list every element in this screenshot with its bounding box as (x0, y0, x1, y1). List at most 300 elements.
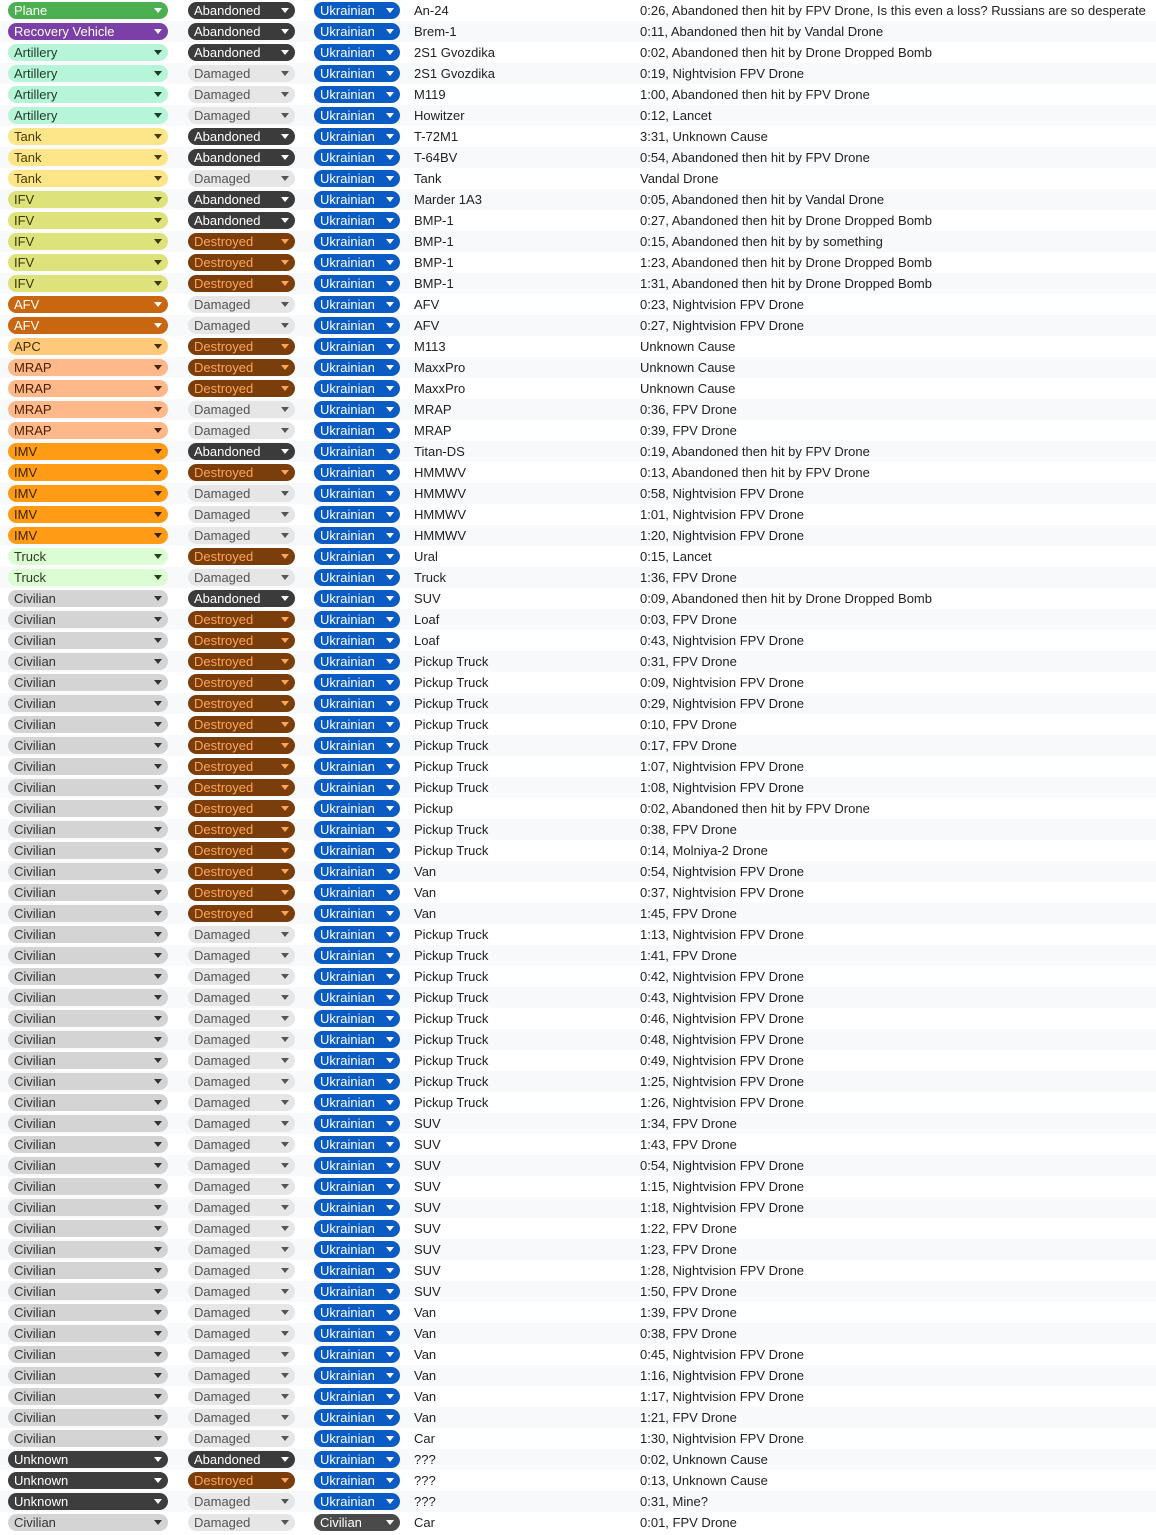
dropdown-arrow-icon[interactable] (386, 911, 394, 916)
category-dropdown[interactable] (8, 905, 168, 922)
category-dropdown[interactable] (8, 1325, 168, 1342)
dropdown-arrow-icon[interactable] (281, 1352, 289, 1357)
dropdown-arrow-icon[interactable] (154, 155, 162, 160)
status-dropdown[interactable] (188, 506, 295, 523)
dropdown-arrow-icon[interactable] (154, 827, 162, 832)
dropdown-arrow-icon[interactable] (386, 1352, 394, 1357)
category-dropdown[interactable] (8, 254, 168, 271)
dropdown-arrow-icon[interactable] (281, 176, 289, 181)
status-dropdown[interactable] (188, 1094, 295, 1111)
dropdown-arrow-icon[interactable] (154, 1163, 162, 1168)
dropdown-arrow-icon[interactable] (281, 71, 289, 76)
dropdown-arrow-icon[interactable] (281, 638, 289, 643)
status-dropdown[interactable] (188, 611, 295, 628)
status-dropdown[interactable] (188, 905, 295, 922)
dropdown-arrow-icon[interactable] (386, 995, 394, 1000)
dropdown-arrow-icon[interactable] (281, 197, 289, 202)
dropdown-arrow-icon[interactable] (386, 785, 394, 790)
category-dropdown[interactable] (8, 128, 168, 145)
category-dropdown[interactable] (8, 947, 168, 964)
status-dropdown[interactable] (188, 926, 295, 943)
category-dropdown[interactable] (8, 506, 168, 523)
status-dropdown[interactable] (188, 842, 295, 859)
category-dropdown[interactable] (8, 107, 168, 124)
dropdown-arrow-icon[interactable] (154, 974, 162, 979)
dropdown-arrow-icon[interactable] (281, 386, 289, 391)
dropdown-arrow-icon[interactable] (386, 386, 394, 391)
status-dropdown[interactable] (188, 1073, 295, 1090)
dropdown-arrow-icon[interactable] (154, 617, 162, 622)
category-dropdown[interactable] (8, 149, 168, 166)
dropdown-arrow-icon[interactable] (154, 1247, 162, 1252)
category-dropdown[interactable] (8, 1220, 168, 1237)
status-dropdown[interactable] (188, 1283, 295, 1300)
status-dropdown[interactable] (188, 1346, 295, 1363)
dropdown-arrow-icon[interactable] (386, 1394, 394, 1399)
dropdown-arrow-icon[interactable] (154, 1100, 162, 1105)
dropdown-arrow-icon[interactable] (154, 134, 162, 139)
side-dropdown[interactable] (314, 275, 400, 292)
status-dropdown[interactable] (188, 107, 295, 124)
side-dropdown[interactable] (314, 380, 400, 397)
dropdown-arrow-icon[interactable] (281, 617, 289, 622)
category-dropdown[interactable] (8, 1262, 168, 1279)
dropdown-arrow-icon[interactable] (281, 890, 289, 895)
category-dropdown[interactable] (8, 2, 168, 19)
side-dropdown[interactable] (314, 1115, 400, 1132)
dropdown-arrow-icon[interactable] (386, 1079, 394, 1084)
status-dropdown[interactable] (188, 338, 295, 355)
category-dropdown[interactable] (8, 443, 168, 460)
side-dropdown[interactable] (314, 464, 400, 481)
category-dropdown[interactable] (8, 1031, 168, 1048)
dropdown-arrow-icon[interactable] (386, 701, 394, 706)
dropdown-arrow-icon[interactable] (281, 785, 289, 790)
dropdown-arrow-icon[interactable] (386, 428, 394, 433)
status-dropdown[interactable] (188, 1178, 295, 1195)
status-dropdown[interactable] (188, 191, 295, 208)
category-dropdown[interactable] (8, 485, 168, 502)
status-dropdown[interactable] (188, 296, 295, 313)
dropdown-arrow-icon[interactable] (281, 953, 289, 958)
dropdown-arrow-icon[interactable] (281, 1142, 289, 1147)
category-dropdown[interactable] (8, 737, 168, 754)
status-dropdown[interactable] (188, 947, 295, 964)
dropdown-arrow-icon[interactable] (386, 848, 394, 853)
dropdown-arrow-icon[interactable] (154, 1226, 162, 1231)
dropdown-arrow-icon[interactable] (154, 764, 162, 769)
status-dropdown[interactable] (188, 2, 295, 19)
dropdown-arrow-icon[interactable] (154, 911, 162, 916)
status-dropdown[interactable] (188, 401, 295, 418)
side-dropdown[interactable] (314, 1430, 400, 1447)
dropdown-arrow-icon[interactable] (154, 1436, 162, 1441)
status-dropdown[interactable] (188, 233, 295, 250)
dropdown-arrow-icon[interactable] (281, 491, 289, 496)
side-dropdown[interactable] (314, 1241, 400, 1258)
dropdown-arrow-icon[interactable] (386, 575, 394, 580)
category-dropdown[interactable] (8, 1199, 168, 1216)
dropdown-arrow-icon[interactable] (386, 806, 394, 811)
category-dropdown[interactable] (8, 1304, 168, 1321)
status-dropdown[interactable] (188, 1136, 295, 1153)
dropdown-arrow-icon[interactable] (154, 29, 162, 34)
dropdown-arrow-icon[interactable] (386, 512, 394, 517)
status-dropdown[interactable] (188, 1220, 295, 1237)
category-dropdown[interactable] (8, 989, 168, 1006)
side-dropdown[interactable] (314, 1073, 400, 1090)
status-dropdown[interactable] (188, 695, 295, 712)
dropdown-arrow-icon[interactable] (154, 491, 162, 496)
dropdown-arrow-icon[interactable] (386, 1520, 394, 1525)
side-dropdown[interactable] (314, 779, 400, 796)
dropdown-arrow-icon[interactable] (281, 1310, 289, 1315)
dropdown-arrow-icon[interactable] (154, 722, 162, 727)
side-dropdown[interactable] (314, 905, 400, 922)
dropdown-arrow-icon[interactable] (386, 407, 394, 412)
category-dropdown[interactable] (8, 1367, 168, 1384)
side-dropdown[interactable] (314, 170, 400, 187)
dropdown-arrow-icon[interactable] (154, 1121, 162, 1126)
side-dropdown[interactable] (314, 548, 400, 565)
dropdown-arrow-icon[interactable] (386, 638, 394, 643)
dropdown-arrow-icon[interactable] (154, 302, 162, 307)
side-dropdown[interactable] (314, 1346, 400, 1363)
dropdown-arrow-icon[interactable] (386, 1247, 394, 1252)
dropdown-arrow-icon[interactable] (154, 1331, 162, 1336)
status-dropdown[interactable] (188, 548, 295, 565)
status-dropdown[interactable] (188, 800, 295, 817)
category-dropdown[interactable] (8, 716, 168, 733)
category-dropdown[interactable] (8, 1430, 168, 1447)
status-dropdown[interactable] (188, 86, 295, 103)
side-dropdown[interactable] (314, 443, 400, 460)
dropdown-arrow-icon[interactable] (154, 995, 162, 1000)
dropdown-arrow-icon[interactable] (386, 218, 394, 223)
dropdown-arrow-icon[interactable] (386, 554, 394, 559)
dropdown-arrow-icon[interactable] (386, 1478, 394, 1483)
status-dropdown[interactable] (188, 590, 295, 607)
category-dropdown[interactable] (8, 884, 168, 901)
category-dropdown[interactable] (8, 863, 168, 880)
dropdown-arrow-icon[interactable] (281, 1079, 289, 1084)
dropdown-arrow-icon[interactable] (154, 449, 162, 454)
side-dropdown[interactable] (314, 233, 400, 250)
dropdown-arrow-icon[interactable] (281, 554, 289, 559)
status-dropdown[interactable] (188, 1388, 295, 1405)
status-dropdown[interactable] (188, 1010, 295, 1027)
dropdown-arrow-icon[interactable] (281, 1184, 289, 1189)
dropdown-arrow-icon[interactable] (281, 1205, 289, 1210)
side-dropdown[interactable] (314, 989, 400, 1006)
dropdown-arrow-icon[interactable] (281, 1058, 289, 1063)
side-dropdown[interactable] (314, 485, 400, 502)
dropdown-arrow-icon[interactable] (154, 365, 162, 370)
side-dropdown[interactable] (314, 422, 400, 439)
dropdown-arrow-icon[interactable] (154, 8, 162, 13)
dropdown-arrow-icon[interactable] (386, 974, 394, 979)
dropdown-arrow-icon[interactable] (154, 50, 162, 55)
dropdown-arrow-icon[interactable] (154, 71, 162, 76)
dropdown-arrow-icon[interactable] (386, 1310, 394, 1315)
dropdown-arrow-icon[interactable] (281, 596, 289, 601)
dropdown-arrow-icon[interactable] (154, 386, 162, 391)
side-dropdown[interactable] (314, 1325, 400, 1342)
category-dropdown[interactable] (8, 212, 168, 229)
dropdown-arrow-icon[interactable] (281, 50, 289, 55)
side-dropdown[interactable] (314, 296, 400, 313)
dropdown-arrow-icon[interactable] (281, 1016, 289, 1021)
status-dropdown[interactable] (188, 170, 295, 187)
side-dropdown[interactable] (314, 1304, 400, 1321)
dropdown-arrow-icon[interactable] (386, 1121, 394, 1126)
category-dropdown[interactable] (8, 359, 168, 376)
status-dropdown[interactable] (188, 1031, 295, 1048)
side-dropdown[interactable] (314, 1031, 400, 1048)
dropdown-arrow-icon[interactable] (386, 8, 394, 13)
category-dropdown[interactable] (8, 611, 168, 628)
category-dropdown[interactable] (8, 464, 168, 481)
side-dropdown[interactable] (314, 1367, 400, 1384)
dropdown-arrow-icon[interactable] (281, 449, 289, 454)
side-dropdown[interactable] (314, 800, 400, 817)
status-dropdown[interactable] (188, 968, 295, 985)
dropdown-arrow-icon[interactable] (154, 1184, 162, 1189)
dropdown-arrow-icon[interactable] (281, 1373, 289, 1378)
dropdown-arrow-icon[interactable] (281, 1415, 289, 1420)
side-dropdown[interactable] (314, 590, 400, 607)
dropdown-arrow-icon[interactable] (281, 1499, 289, 1504)
status-dropdown[interactable] (188, 443, 295, 460)
category-dropdown[interactable] (8, 401, 168, 418)
side-dropdown[interactable] (314, 1472, 400, 1489)
side-dropdown[interactable] (314, 1283, 400, 1300)
category-dropdown[interactable] (8, 632, 168, 649)
category-dropdown[interactable] (8, 569, 168, 586)
category-dropdown[interactable] (8, 758, 168, 775)
status-dropdown[interactable] (188, 884, 295, 901)
side-dropdown[interactable] (314, 506, 400, 523)
dropdown-arrow-icon[interactable] (281, 512, 289, 517)
category-dropdown[interactable] (8, 317, 168, 334)
dropdown-arrow-icon[interactable] (386, 491, 394, 496)
dropdown-arrow-icon[interactable] (386, 764, 394, 769)
dropdown-arrow-icon[interactable] (386, 1436, 394, 1441)
category-dropdown[interactable] (8, 842, 168, 859)
side-dropdown[interactable] (314, 821, 400, 838)
dropdown-arrow-icon[interactable] (154, 1457, 162, 1462)
category-dropdown[interactable] (8, 296, 168, 313)
dropdown-arrow-icon[interactable] (386, 1205, 394, 1210)
dropdown-arrow-icon[interactable] (386, 365, 394, 370)
status-dropdown[interactable] (188, 989, 295, 1006)
category-dropdown[interactable] (8, 968, 168, 985)
status-dropdown[interactable] (188, 1493, 295, 1510)
side-dropdown[interactable] (314, 86, 400, 103)
status-dropdown[interactable] (188, 1052, 295, 1069)
dropdown-arrow-icon[interactable] (281, 911, 289, 916)
dropdown-arrow-icon[interactable] (281, 428, 289, 433)
status-dropdown[interactable] (188, 359, 295, 376)
status-dropdown[interactable] (188, 527, 295, 544)
category-dropdown[interactable] (8, 275, 168, 292)
status-dropdown[interactable] (188, 380, 295, 397)
dropdown-arrow-icon[interactable] (281, 932, 289, 937)
side-dropdown[interactable] (314, 632, 400, 649)
status-dropdown[interactable] (188, 1409, 295, 1426)
dropdown-arrow-icon[interactable] (154, 470, 162, 475)
dropdown-arrow-icon[interactable] (386, 323, 394, 328)
side-dropdown[interactable] (314, 674, 400, 691)
dropdown-arrow-icon[interactable] (154, 638, 162, 643)
status-dropdown[interactable] (188, 1262, 295, 1279)
status-dropdown[interactable] (188, 1325, 295, 1342)
dropdown-arrow-icon[interactable] (154, 680, 162, 685)
dropdown-arrow-icon[interactable] (281, 848, 289, 853)
side-dropdown[interactable] (314, 1514, 400, 1531)
status-dropdown[interactable] (188, 1451, 295, 1468)
dropdown-arrow-icon[interactable] (386, 659, 394, 664)
dropdown-arrow-icon[interactable] (281, 1478, 289, 1483)
dropdown-arrow-icon[interactable] (281, 92, 289, 97)
side-dropdown[interactable] (314, 401, 400, 418)
dropdown-arrow-icon[interactable] (281, 281, 289, 286)
dropdown-arrow-icon[interactable] (281, 1163, 289, 1168)
category-dropdown[interactable] (8, 695, 168, 712)
dropdown-arrow-icon[interactable] (281, 1520, 289, 1525)
dropdown-arrow-icon[interactable] (386, 176, 394, 181)
status-dropdown[interactable] (188, 674, 295, 691)
category-dropdown[interactable] (8, 170, 168, 187)
dropdown-arrow-icon[interactable] (281, 302, 289, 307)
status-dropdown[interactable] (188, 632, 295, 649)
dropdown-arrow-icon[interactable] (281, 134, 289, 139)
category-dropdown[interactable] (8, 590, 168, 607)
dropdown-arrow-icon[interactable] (154, 344, 162, 349)
dropdown-arrow-icon[interactable] (386, 869, 394, 874)
category-dropdown[interactable] (8, 653, 168, 670)
side-dropdown[interactable] (314, 1493, 400, 1510)
dropdown-arrow-icon[interactable] (386, 827, 394, 832)
category-dropdown[interactable] (8, 1493, 168, 1510)
dropdown-arrow-icon[interactable] (281, 869, 289, 874)
dropdown-arrow-icon[interactable] (154, 869, 162, 874)
status-dropdown[interactable] (188, 275, 295, 292)
status-dropdown[interactable] (188, 758, 295, 775)
side-dropdown[interactable] (314, 44, 400, 61)
dropdown-arrow-icon[interactable] (154, 1016, 162, 1021)
category-dropdown[interactable] (8, 1157, 168, 1174)
status-dropdown[interactable] (188, 212, 295, 229)
dropdown-arrow-icon[interactable] (154, 512, 162, 517)
dropdown-arrow-icon[interactable] (281, 701, 289, 706)
dropdown-arrow-icon[interactable] (154, 533, 162, 538)
dropdown-arrow-icon[interactable] (386, 1226, 394, 1231)
side-dropdown[interactable] (314, 527, 400, 544)
dropdown-arrow-icon[interactable] (281, 260, 289, 265)
dropdown-arrow-icon[interactable] (386, 1184, 394, 1189)
category-dropdown[interactable] (8, 1094, 168, 1111)
side-dropdown[interactable] (314, 569, 400, 586)
status-dropdown[interactable] (188, 1115, 295, 1132)
side-dropdown[interactable] (314, 191, 400, 208)
dropdown-arrow-icon[interactable] (386, 302, 394, 307)
side-dropdown[interactable] (314, 1220, 400, 1237)
side-dropdown[interactable] (314, 107, 400, 124)
category-dropdown[interactable] (8, 1052, 168, 1069)
category-dropdown[interactable] (8, 800, 168, 817)
dropdown-arrow-icon[interactable] (154, 890, 162, 895)
dropdown-arrow-icon[interactable] (281, 995, 289, 1000)
dropdown-arrow-icon[interactable] (386, 281, 394, 286)
dropdown-arrow-icon[interactable] (386, 953, 394, 958)
dropdown-arrow-icon[interactable] (281, 365, 289, 370)
dropdown-arrow-icon[interactable] (386, 1331, 394, 1336)
dropdown-arrow-icon[interactable] (281, 1247, 289, 1252)
category-dropdown[interactable] (8, 65, 168, 82)
side-dropdown[interactable] (314, 842, 400, 859)
status-dropdown[interactable] (188, 863, 295, 880)
category-dropdown[interactable] (8, 1451, 168, 1468)
status-dropdown[interactable] (188, 737, 295, 754)
category-dropdown[interactable] (8, 191, 168, 208)
side-dropdown[interactable] (314, 23, 400, 40)
category-dropdown[interactable] (8, 779, 168, 796)
dropdown-arrow-icon[interactable] (154, 218, 162, 223)
category-dropdown[interactable] (8, 1241, 168, 1258)
dropdown-arrow-icon[interactable] (281, 806, 289, 811)
status-dropdown[interactable] (188, 1241, 295, 1258)
dropdown-arrow-icon[interactable] (386, 134, 394, 139)
category-dropdown[interactable] (8, 926, 168, 943)
dropdown-arrow-icon[interactable] (154, 743, 162, 748)
category-dropdown[interactable] (8, 1283, 168, 1300)
side-dropdown[interactable] (314, 1094, 400, 1111)
dropdown-arrow-icon[interactable] (386, 932, 394, 937)
side-dropdown[interactable] (314, 1136, 400, 1153)
dropdown-arrow-icon[interactable] (154, 1289, 162, 1294)
dropdown-arrow-icon[interactable] (386, 260, 394, 265)
side-dropdown[interactable] (314, 128, 400, 145)
dropdown-arrow-icon[interactable] (154, 197, 162, 202)
dropdown-arrow-icon[interactable] (281, 1289, 289, 1294)
dropdown-arrow-icon[interactable] (386, 617, 394, 622)
side-dropdown[interactable] (314, 926, 400, 943)
dropdown-arrow-icon[interactable] (281, 113, 289, 118)
side-dropdown[interactable] (314, 317, 400, 334)
dropdown-arrow-icon[interactable] (386, 155, 394, 160)
category-dropdown[interactable] (8, 44, 168, 61)
dropdown-arrow-icon[interactable] (386, 743, 394, 748)
dropdown-arrow-icon[interactable] (386, 1058, 394, 1063)
dropdown-arrow-icon[interactable] (154, 113, 162, 118)
category-dropdown[interactable] (8, 674, 168, 691)
dropdown-arrow-icon[interactable] (281, 743, 289, 748)
side-dropdown[interactable] (314, 254, 400, 271)
dropdown-arrow-icon[interactable] (386, 1373, 394, 1378)
side-dropdown[interactable] (314, 884, 400, 901)
dropdown-arrow-icon[interactable] (281, 29, 289, 34)
status-dropdown[interactable] (188, 464, 295, 481)
dropdown-arrow-icon[interactable] (281, 239, 289, 244)
dropdown-arrow-icon[interactable] (386, 1415, 394, 1420)
dropdown-arrow-icon[interactable] (386, 1016, 394, 1021)
dropdown-arrow-icon[interactable] (386, 1163, 394, 1168)
dropdown-arrow-icon[interactable] (386, 596, 394, 601)
category-dropdown[interactable] (8, 1409, 168, 1426)
status-dropdown[interactable] (188, 44, 295, 61)
dropdown-arrow-icon[interactable] (281, 1037, 289, 1042)
